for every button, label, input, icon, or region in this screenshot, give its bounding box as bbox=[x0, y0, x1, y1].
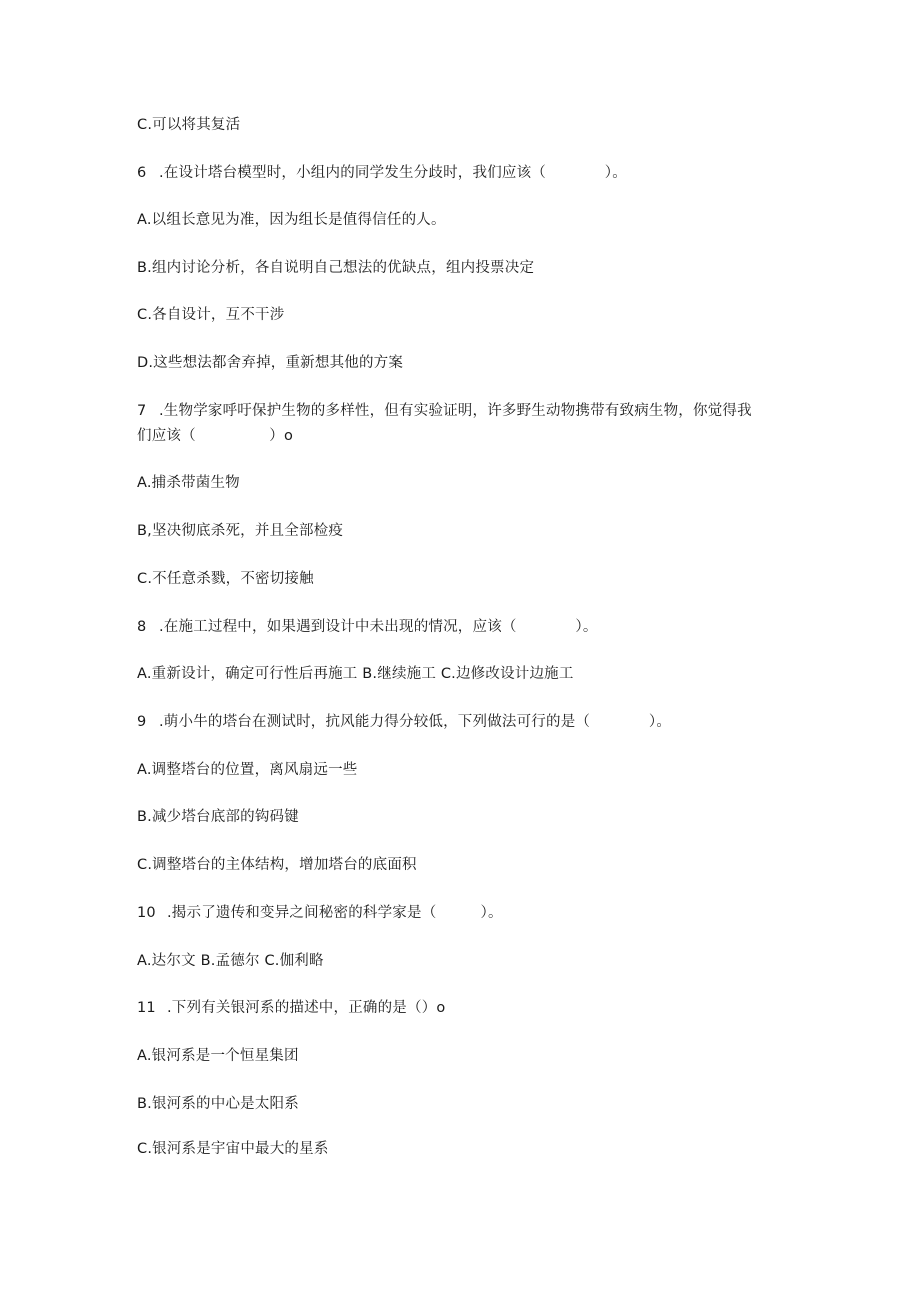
question-number: 8 bbox=[137, 619, 147, 635]
option-line: A.调整塔台的位置，离风扇远一些 bbox=[137, 762, 358, 778]
question-text: .揭示了遗传和变异之间秘密的科学家是（ ）。 bbox=[167, 905, 503, 921]
question-11 bbox=[137, 998, 445, 1018]
option-line: A.捕杀带菌生物 bbox=[137, 475, 240, 491]
question-text: .在施工过程中，如果遇到设计中未出现的情况，应该（ ）。 bbox=[159, 619, 598, 635]
option-line: A.银河系是一个恒星集团 bbox=[137, 1048, 299, 1064]
option-line: B.银河系的中心是太阳系 bbox=[137, 1096, 299, 1112]
option-line: A.重新设计，确定可行性后再施工 B.继续施工 C.边修改设计边施工 bbox=[137, 666, 574, 682]
option-line: C.可以将其复活 bbox=[137, 117, 241, 133]
question-7-continuation: 们应该（ ）o bbox=[137, 428, 294, 444]
question-number: 10 bbox=[137, 905, 156, 921]
option-line: C.不任意杀戮，不密切接触 bbox=[137, 571, 314, 587]
question-9 bbox=[137, 712, 671, 732]
question-7 bbox=[137, 401, 752, 421]
option-line: B,坚决彻底杀死，并且全部检疫 bbox=[137, 523, 344, 539]
question-number: 6 bbox=[137, 165, 147, 181]
question-8 bbox=[137, 617, 598, 637]
option-line: C.银河系是宇宙中最大的星系 bbox=[137, 1141, 329, 1157]
option-line: A.达尔文 B.孟德尔 C.伽利略 bbox=[137, 953, 324, 969]
question-6 bbox=[137, 163, 627, 183]
option-line: B.减少塔台底部的钩码键 bbox=[137, 809, 299, 825]
option-line: B.组内讨论分析，各自说明自己想法的优缺点，组内投票决定 bbox=[137, 260, 535, 276]
question-number: 11 bbox=[137, 1000, 156, 1016]
question-number: 9 bbox=[137, 714, 147, 730]
question-text: .下列有关银河系的描述中，正确的是（）o bbox=[167, 1000, 446, 1016]
option-line: C.各自设计，互不干涉 bbox=[137, 307, 285, 323]
question-number: 7 bbox=[137, 403, 147, 419]
option-line: C.调整塔台的主体结构，增加塔台的底面积 bbox=[137, 857, 417, 873]
question-10 bbox=[137, 903, 503, 923]
option-line: D.这些想法都舍弃掉，重新想其他的方案 bbox=[137, 355, 404, 371]
question-text: .萌小牛的塔台在测试时，抗风能力得分较低，下列做法可行的是（ ）。 bbox=[159, 714, 672, 730]
option-line: A.以组长意见为准，因为组长是值得信任的人。 bbox=[137, 212, 446, 228]
question-text: .在设计塔台模型时，小组内的同学发生分歧时，我们应该（ ）。 bbox=[159, 165, 627, 181]
question-text: .生物学家呼吁保护生物的多样性，但有实验证明，许多野生动物携带有致病生物，你觉得我 bbox=[159, 403, 752, 419]
